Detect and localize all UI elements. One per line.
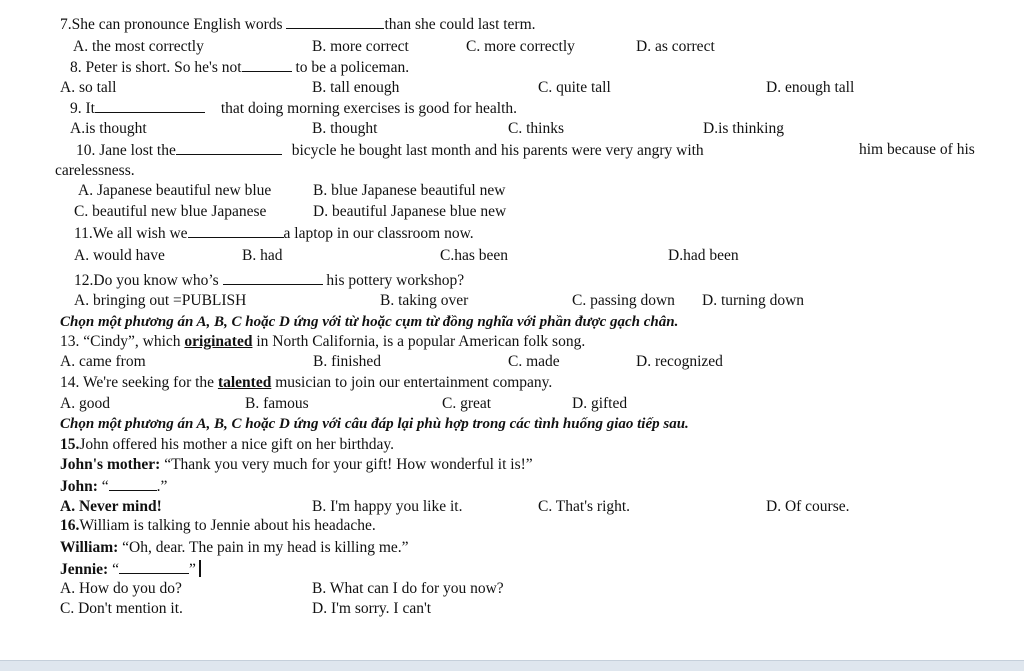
q9-option-b: B. thought	[312, 120, 378, 137]
q8-option-b: B. tall enough	[312, 79, 400, 96]
question-8-stem: 8. Peter is short. So he's not to be a policeman.	[70, 59, 410, 76]
q10-option-a: A. Japanese beautiful new blue	[78, 182, 272, 199]
q16-option-d: D. I'm sorry. I can't	[312, 600, 432, 617]
q15-option-c: C. That's right.	[538, 498, 631, 515]
q12-option-c: C. passing down	[572, 292, 675, 309]
q13-option-a: A. came from	[60, 353, 146, 370]
section-instruction-response: Chọn một phương án A, B, C hoặc D ứng với câu đáp lại phù hợp trong các tình huống giao tiếp sau.	[60, 416, 689, 432]
q15-dialogue-line-2: John: “ .”	[60, 478, 168, 495]
question-16-stem: 16.William is talking to Jennie about his headache.	[60, 517, 376, 534]
q14-option-b: B. famous	[245, 395, 309, 412]
q10-option-d: D. beautiful Japanese blue new	[313, 203, 507, 220]
question-7-stem: 7.She can pronounce English words than she could last term.	[60, 16, 536, 33]
q7-option-b: B. more correct	[312, 38, 409, 55]
q14-option-d: D. gifted	[572, 395, 628, 412]
q15-option-d: D. Of course.	[766, 498, 850, 515]
q15-dialogue-line-1: John's mother: “Thank you very much for your gift! How wonderful it is!”	[60, 456, 533, 473]
underlined-key-word: originated	[184, 333, 253, 350]
underlined-key-word: talented	[217, 374, 272, 391]
answer-blank	[286, 15, 384, 29]
question-13-stem: 13. “Cindy”, which originated in North California, is a popular American folk song.	[60, 333, 586, 350]
question-12-stem: 12.Do you know who’s his pottery workshop?	[74, 272, 465, 289]
q13-option-b: B. finished	[313, 353, 382, 370]
question-10-stem-end: him because of his	[859, 141, 975, 158]
answer-blank	[242, 58, 292, 72]
q13-option-d: D. recognized	[636, 353, 723, 370]
answer-blank	[188, 224, 284, 238]
q11-option-c: C.has been	[440, 247, 509, 264]
q14-option-a: A. good	[60, 395, 110, 412]
answer-blank	[109, 477, 157, 491]
section-instruction-synonym: Chọn một phương án A, B, C hoặc D ứng với từ hoặc cụm từ đồng nghĩa với phần được gạch chân.	[60, 314, 679, 330]
q11-option-a: A. would have	[74, 247, 165, 264]
q8-option-c: C. quite tall	[538, 79, 611, 96]
q15-option-a: A. Never mind!	[60, 498, 162, 515]
q7-option-c: C. more correctly	[466, 38, 575, 55]
q16-option-b: B. What can I do for you now?	[312, 580, 504, 597]
q8-option-d: D. enough tall	[766, 79, 855, 96]
q11-option-b: B. had	[242, 247, 283, 264]
q12-option-b: B. taking over	[380, 292, 469, 309]
question-10-stem: 10. Jane lost the bicycle he bought last month and his parents were very angry with	[76, 142, 704, 159]
answer-blank	[176, 141, 282, 155]
q16-option-c: C. Don't mention it.	[60, 600, 183, 617]
answer-blank	[223, 271, 323, 285]
window-bottom-edge	[0, 660, 1024, 671]
q10-option-c: C. beautiful new blue Japanese	[74, 203, 267, 220]
question-14-stem: 14. We're seeking for the talented musician to join our entertainment company.	[60, 374, 553, 391]
question-15-stem: 15.John offered his mother a nice gift on her birthday.	[60, 436, 395, 453]
question-9-stem: 9. It that doing morning exercises is good for health.	[70, 100, 518, 117]
q9-option-d: D.is thinking	[703, 120, 784, 137]
q16-dialogue-line-2: Jennie: “ ”	[60, 560, 201, 578]
answer-blank	[119, 560, 189, 574]
q9-option-c: C. thinks	[508, 120, 564, 137]
answer-blank	[95, 99, 205, 113]
q12-option-d: D. turning down	[702, 292, 805, 309]
q9-option-a: A.is thought	[70, 120, 147, 137]
question-11-stem: 11.We all wish we a laptop in our classroom now.	[74, 225, 474, 242]
q14-option-c: C. great	[442, 395, 492, 412]
q13-option-c: C. made	[508, 353, 560, 370]
question-10-stem-wrap: carelessness.	[55, 162, 135, 179]
q8-option-a: A. so tall	[60, 79, 117, 96]
q12-option-a: A. bringing out =PUBLISH	[74, 292, 247, 309]
q10-option-b: B. blue Japanese beautiful new	[313, 182, 506, 199]
q16-dialogue-line-1: William: “Oh, dear. The pain in my head is killing me.”	[60, 539, 409, 556]
q7-option-d: D. as correct	[636, 38, 715, 55]
text-cursor	[199, 560, 201, 577]
q11-option-d: D.had been	[668, 247, 739, 264]
q15-option-b: B. I'm happy you like it.	[312, 498, 463, 515]
q7-option-a: A. the most correctly	[73, 38, 204, 55]
q16-option-a: A. How do you do?	[60, 580, 182, 597]
